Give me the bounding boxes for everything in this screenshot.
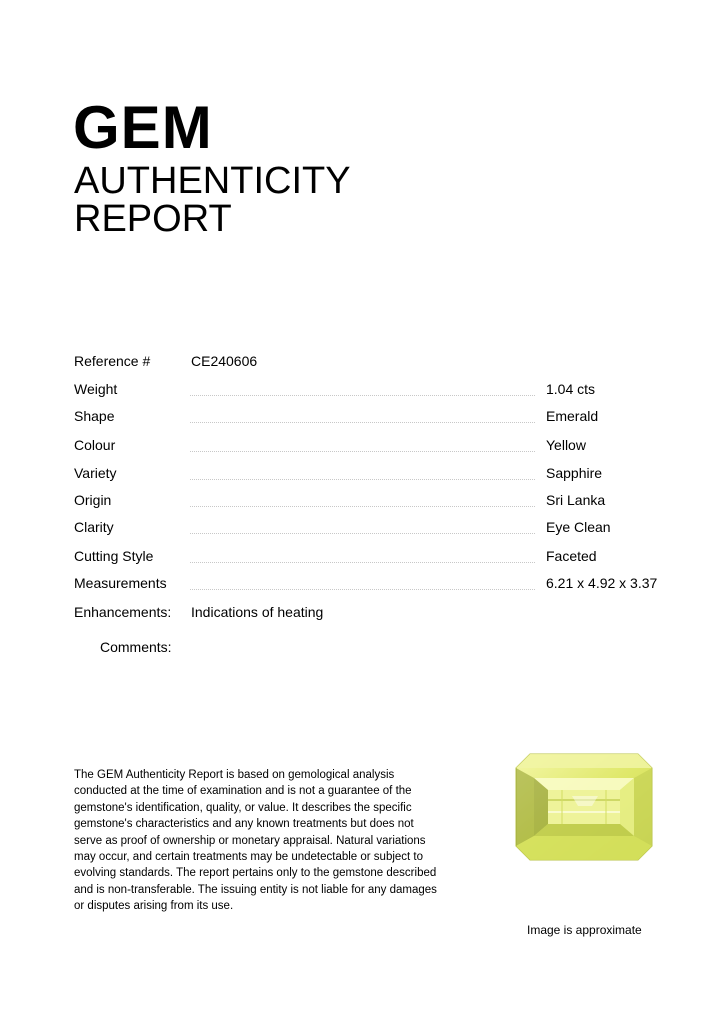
comments-label: Comments:: [100, 639, 172, 655]
dotted-leader: [190, 395, 535, 396]
subtitle-line-1: AUTHENTICITY: [74, 160, 351, 202]
field-row-variety: [0, 465, 724, 485]
subtitle-line-2: REPORT: [74, 198, 232, 240]
field-label: Clarity: [74, 519, 114, 535]
field-label: Origin: [74, 492, 112, 508]
field-row-colour: [0, 437, 724, 457]
field-row-clarity: [0, 519, 724, 539]
field-value: Sri Lanka: [546, 492, 606, 508]
dotted-leader: [190, 422, 535, 423]
field-value: Faceted: [546, 548, 597, 564]
field-value: Eye Clean: [546, 519, 611, 535]
reference-label: Reference #: [74, 353, 151, 369]
field-value: Yellow: [546, 437, 586, 453]
field-row-cutting-style: [0, 548, 724, 568]
reference-row: [0, 353, 724, 373]
dotted-leader: [190, 479, 535, 480]
enhancements-row: [0, 604, 724, 624]
field-label: Shape: [74, 408, 115, 424]
image-caption: Image is approximate: [527, 923, 642, 937]
enhancements-label: Enhancements:: [74, 604, 172, 620]
report-title: GEM: [73, 94, 213, 161]
disclaimer-text: The GEM Authenticity Report is based on gemological analysis conducted at the time of examination and is not a guarantee of the gemstone's identification, quality, or value. It describes the specific gemstone's characteristics and any known treatments but does not serve as proof of ownership or monetary appraisal. Natural variations may occur, and certain treatments may be undetectable or subject to evolving standards. The report pertains only to the gemstone described and is non-transferable. The issuing entity is not liable for any damages or disputes arising from its use.: [74, 769, 437, 913]
field-label: Variety: [74, 465, 117, 481]
field-label: Weight: [74, 381, 118, 397]
dotted-leader: [190, 562, 535, 563]
report-subtitle: [74, 162, 351, 238]
field-value: Emerald: [546, 408, 599, 424]
field-label: Colour: [74, 437, 116, 453]
field-label: Cutting Style: [74, 548, 154, 564]
field-row-measurements: [0, 575, 724, 595]
dotted-leader: [190, 533, 535, 534]
field-value: 1.04 cts: [546, 381, 596, 397]
dotted-leader: [190, 451, 535, 452]
dotted-leader: [190, 506, 535, 507]
dotted-leader: [190, 589, 535, 590]
enhancements-value: Indications of heating: [191, 604, 324, 620]
reference-value: CE240606: [191, 353, 258, 369]
field-row-weight: [0, 381, 724, 401]
field-value: 6.21 x 4.92 x 3.37: [546, 575, 658, 591]
field-row-shape: [0, 408, 724, 428]
field-value: Sapphire: [546, 465, 603, 481]
gemstone-image: [512, 748, 656, 866]
field-row-origin: [0, 492, 724, 512]
field-label: Measurements: [74, 575, 167, 591]
